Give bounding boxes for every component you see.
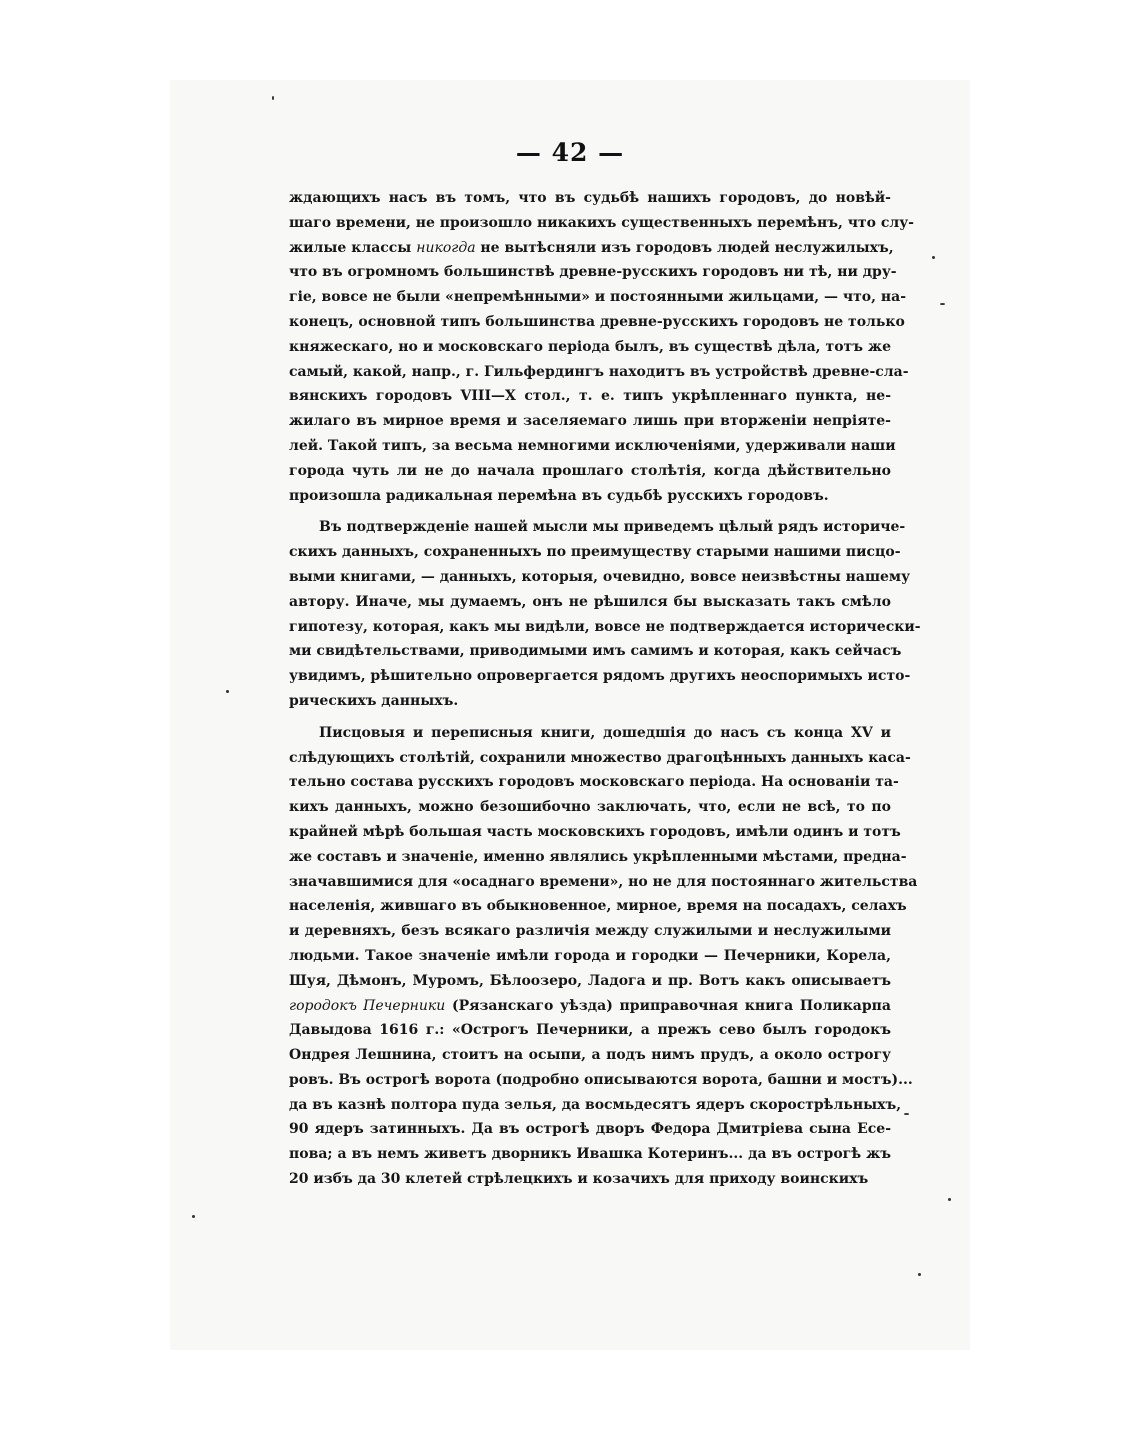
- scan-speck: [918, 1273, 921, 1276]
- paragraph-gap: [289, 508, 891, 515]
- scan-speck: [272, 96, 274, 100]
- text-segment: ждающихъ насъ въ томъ, что въ судьбѣ нашихъ городовъ, до новѣй-: [289, 190, 891, 206]
- text-line: [289, 515, 906, 540]
- text-line: [289, 236, 894, 261]
- text-line: [289, 310, 905, 335]
- text-segment: не вытѣсняли изъ городовъ людей неслужилыхъ,: [475, 239, 894, 256]
- text-line: [289, 919, 891, 944]
- text-line: [289, 590, 891, 615]
- text-line: [289, 1142, 891, 1167]
- text-line: [289, 795, 891, 820]
- text-segment: и деревняхъ, безъ всякаго различія между служилыми и неслужилыми: [289, 923, 891, 940]
- scan-speck: [192, 1215, 195, 1218]
- scan-speck: [940, 303, 945, 305]
- text-segment: гипотезу, которая, какъ мы видѣли, вовсе не подтверждается исторически-: [289, 618, 921, 635]
- text-segment: слѣдующихъ столѣтій, сохранили множество драгоцѣнныхъ данныхъ каса-: [289, 749, 911, 766]
- text-segment: автору. Иначе, мы думаемъ, онъ не рѣшился бы высказать такъ смѣло: [289, 593, 891, 610]
- text-line: [289, 260, 897, 285]
- text-line: [289, 186, 891, 211]
- text-segment: ми свидѣтельствами, приводимыми имъ самимъ и которая, какъ сейчасъ: [289, 643, 902, 660]
- text-segment: Писцовыя и переписныя книги, дошедшія до насъ съ конца XV и: [319, 724, 891, 741]
- text-line: [289, 969, 891, 994]
- text-line: [289, 894, 907, 919]
- text-segment: людьми. Такое значеніе имѣли города и городки — Печерники, Корела,: [289, 947, 891, 964]
- scan-speck: [932, 256, 935, 259]
- text-line: [289, 459, 891, 484]
- text-segment: пова; а въ немъ живетъ дворникъ Ивашка Котеринъ... да въ острогѣ жъ: [289, 1146, 891, 1163]
- text-line: [289, 484, 891, 509]
- italic-text: никогда: [416, 239, 476, 256]
- page-number: — 42 —: [515, 138, 625, 167]
- text-line: [289, 639, 902, 664]
- text-line: [289, 335, 891, 360]
- text-line: [289, 1117, 891, 1142]
- text-segment: жилые классы: [289, 239, 417, 256]
- text-line: [289, 994, 891, 1019]
- scan-speck: [226, 690, 229, 693]
- text-line: [289, 285, 907, 310]
- text-segment: увидимъ, рѣшительно опровергается рядомъ другихъ неоспоримыхъ исто-: [289, 668, 911, 685]
- text-segment: 20 избъ да 30 клетей стрѣлецкихъ и козачихъ для приходу воинскихъ: [289, 1171, 869, 1188]
- text-line: [289, 615, 921, 640]
- text-segment: гіе, вовсе не были «непремѣнными» и постоянными жильцами, — что, на-: [289, 289, 907, 306]
- text-line: [289, 664, 911, 689]
- text-segment: Ондрея Лешнина, стоитъ на осыпи, а подъ нимъ прудъ, а около острогу: [289, 1047, 891, 1064]
- text-segment: самый, какой, напр., г. Гильфердингъ находитъ въ устройствѣ древне-сла-: [289, 363, 909, 380]
- text-segment: лей. Такой типъ, за весьма немногими исключеніями, удерживали наши: [289, 437, 896, 454]
- text-segment: Въ подтвержденіе нашей мысли мы приведемъ цѣлый рядъ историче-: [319, 519, 906, 536]
- text-segment: что въ огромномъ большинствѣ древне-русскихъ городовъ ни тѣ, ни дру-: [289, 264, 897, 281]
- text-segment: княжескаго, но и московскаго періода былъ, въ существѣ дѣла, тотъ же: [289, 338, 891, 355]
- text-segment: города чуть ли не до начала прошлаго столѣтія, когда дѣйствительно: [289, 462, 891, 479]
- body-text: [289, 186, 921, 1192]
- text-segment: жилаго въ мирное время и заселяемаго лишь при вторженіи непріяте-: [289, 413, 891, 430]
- text-segment: населенія, жившаго въ обыкновенное, мирное, время на посадахъ, селахъ: [289, 898, 907, 915]
- text-line: [289, 820, 901, 845]
- text-segment: конецъ, основной типъ большинства древне-русскихъ городовъ не только: [289, 313, 905, 330]
- text-line: [289, 845, 907, 870]
- text-line: [289, 1093, 902, 1118]
- text-line: [289, 1043, 891, 1068]
- scan-speck: [904, 1113, 909, 1115]
- text-segment: кихъ данныхъ, можно безошибочно заключать, что, если не всѣ, то по: [289, 799, 891, 816]
- text-segment: произошла радикальная перемѣна въ судьбѣ русскихъ городовъ.: [289, 487, 829, 504]
- text-segment: значавшимися для «осаднаго времени», но не для постояннаго жительства: [289, 873, 918, 890]
- text-segment: Давыдова 1616 г.: «Острогъ Печерники, а прежъ сево былъ городокъ: [289, 1022, 891, 1039]
- text-line: [289, 1167, 891, 1192]
- text-line: [289, 746, 911, 771]
- paragraph-gap: [289, 714, 891, 721]
- text-segment: рическихъ данныхъ.: [289, 692, 459, 709]
- text-segment: тельно состава русскихъ городовъ московскаго періода. На основаніи та-: [289, 774, 899, 791]
- text-line: [289, 721, 891, 746]
- text-segment: скихъ данныхъ, сохраненныхъ по преимуществу старыми нашими писцо-: [289, 544, 901, 561]
- text-segment: выми книгами, — данныхъ, которыя, очевидно, вовсе неизвѣстны нашему: [289, 568, 911, 585]
- text-line: [289, 1068, 913, 1093]
- text-segment: вянскихъ городовъ VIII—X стол., т. е. типъ укрѣпленнаго пункта, не-: [289, 388, 891, 405]
- text-segment: Шуя, Дѣмонъ, Муромъ, Бѣлоозеро, Ладога и пр. Вотъ какъ описываетъ: [289, 972, 891, 989]
- text-line: [289, 360, 909, 385]
- text-line: [289, 1018, 891, 1043]
- text-segment: 90 ядеръ затинныхъ. Да въ острогѣ дворъ Федора Дмитріева сына Есе-: [289, 1121, 891, 1138]
- text-line: [289, 770, 899, 795]
- text-line: [289, 565, 911, 590]
- text-segment: же составъ и значеніе, именно являлись укрѣпленными мѣстами, предна-: [289, 848, 907, 865]
- text-segment: ровъ. Въ острогѣ ворота (подробно описываются ворота, башни и мостъ)...: [289, 1071, 913, 1088]
- italic-text: городокъ Печерники: [289, 997, 446, 1014]
- text-line: [289, 689, 891, 714]
- text-segment: да въ казнѣ полтора пуда зелья, да восмьдесятъ ядеръ скорострѣльныхъ,: [289, 1096, 902, 1113]
- text-line: [289, 870, 918, 895]
- text-segment: крайней мѣрѣ большая часть московскихъ городовъ, имѣли одинъ и тотъ: [289, 823, 901, 840]
- text-line: [289, 944, 891, 969]
- text-line: [289, 211, 914, 236]
- scan-speck: [948, 1198, 951, 1201]
- text-line: [289, 434, 896, 459]
- text-line: [289, 409, 891, 434]
- text-line: [289, 384, 891, 409]
- text-line: [289, 540, 901, 565]
- text-segment: (Рязанскаго уѣзда) приправочная книга Поликарпа: [445, 997, 891, 1014]
- text-segment: шаго времени, не произошло никакихъ существенныхъ перемѣнъ, что слу-: [289, 214, 914, 231]
